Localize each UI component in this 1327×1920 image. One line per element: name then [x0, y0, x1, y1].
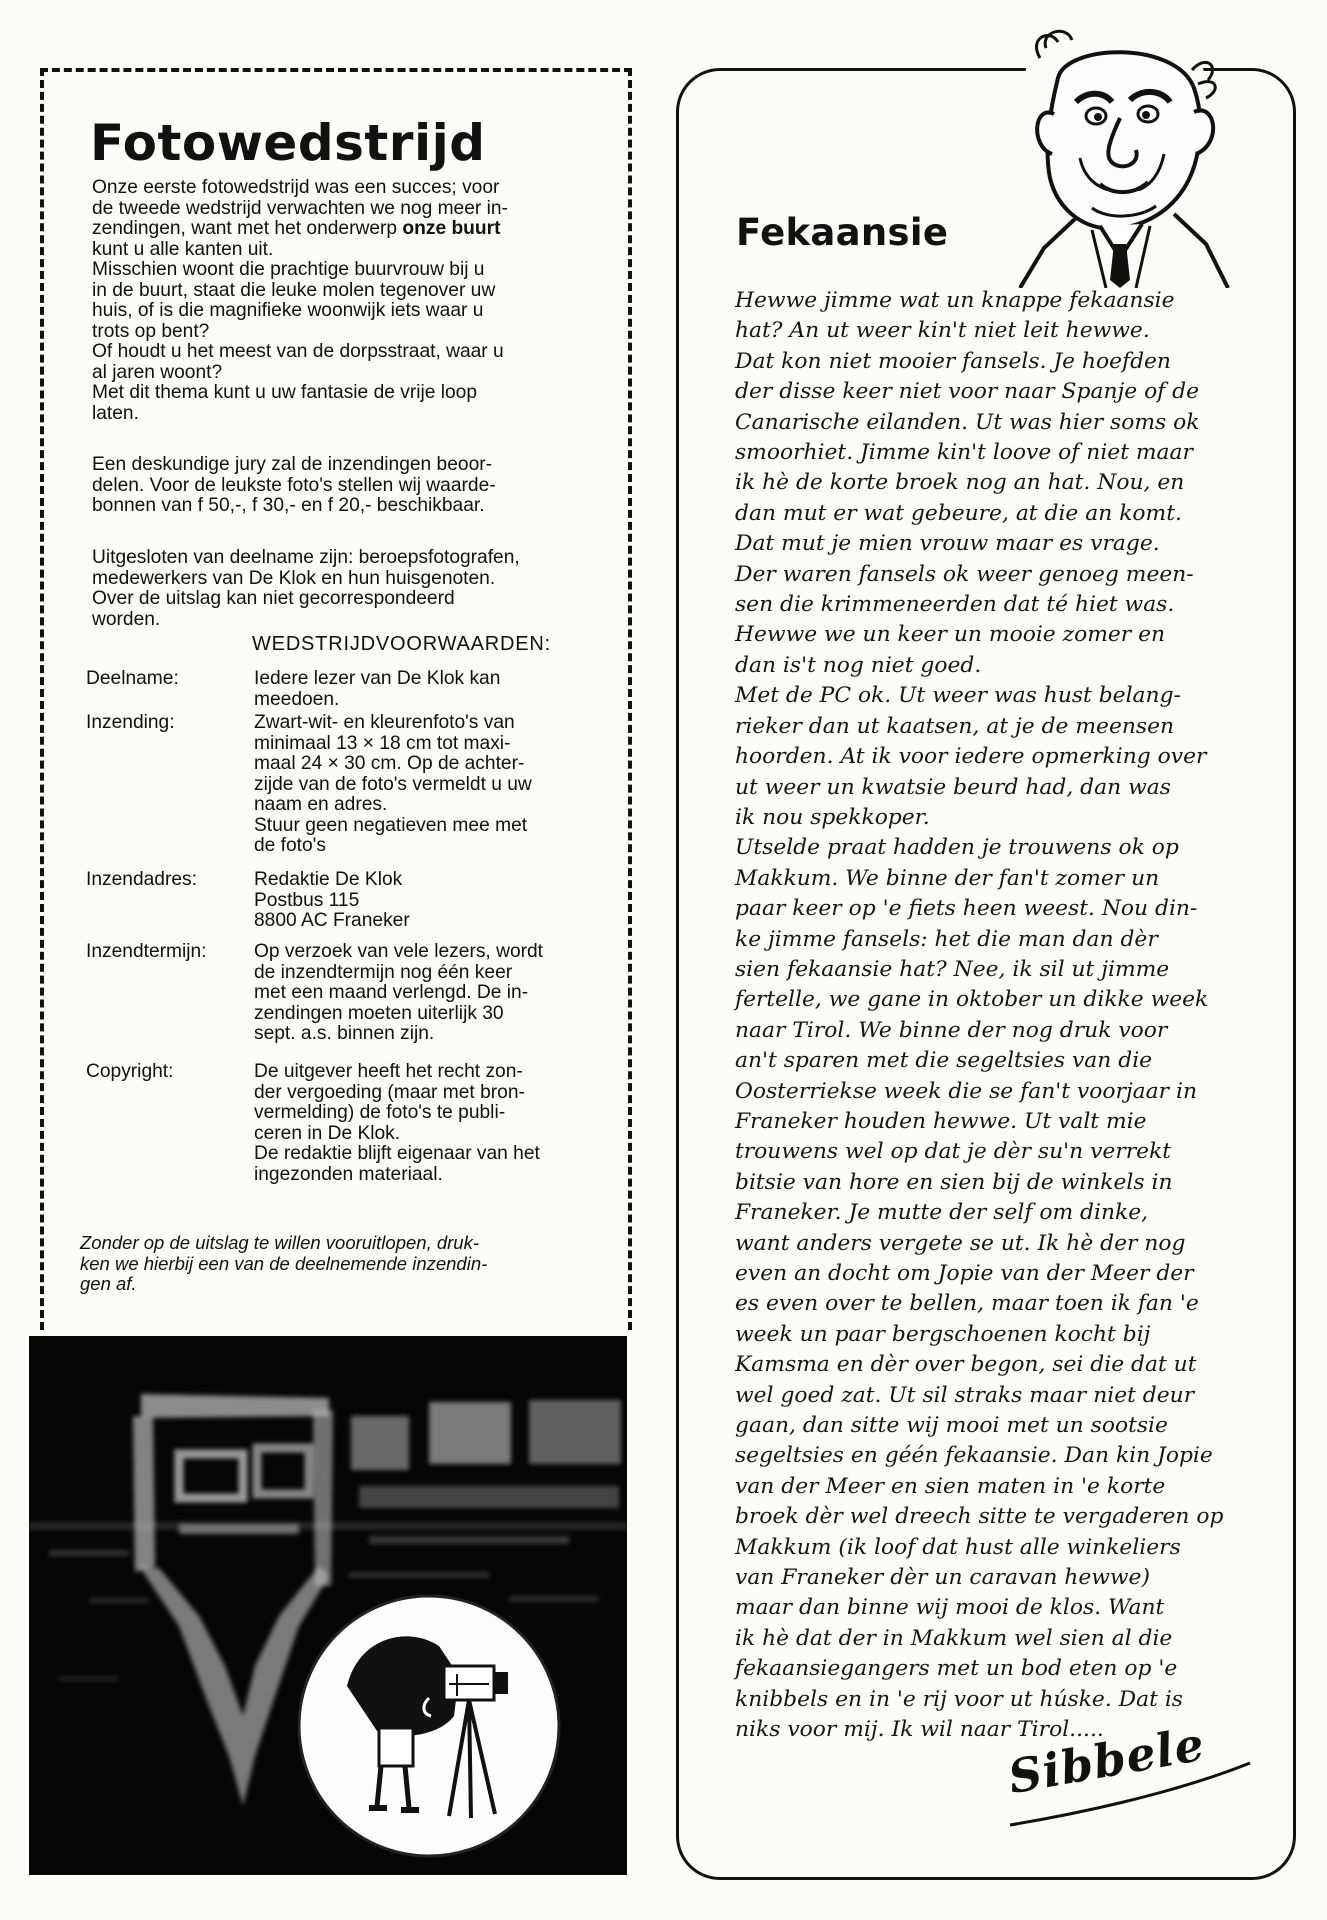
- column-line: Met de PC ok. Ut weer was hust belang-: [735, 683, 1181, 709]
- text-line: al jaren woont?: [92, 361, 223, 383]
- contest-photo: [29, 1336, 627, 1875]
- column-line: bitsie van hore en sien bij de winkels in: [735, 1169, 1173, 1195]
- column-line: ik hè dat der in Makkum wel sien al die: [735, 1625, 1173, 1651]
- column-line: van Franeker dèr un caravan hewwe): [735, 1565, 1150, 1591]
- column-line: es even over te bellen, maar toen ik fan 'e: [735, 1291, 1199, 1317]
- text-line: zendingen, want met het onderwerp onze buurt: [92, 218, 501, 239]
- text-line: Misschien woont die prachtige buurvrouw bij u: [92, 259, 485, 280]
- column-title: Fekaansie: [736, 211, 949, 254]
- condition-value-line: ingezonden materiaal.: [254, 1163, 443, 1185]
- column-line: ik nou spekkoper.: [735, 804, 930, 830]
- column-line: sen die krimmeneerden dat té hiet was.: [735, 592, 1175, 618]
- column-line: Franeker houden hewwe. Ut valt mie: [735, 1108, 1147, 1134]
- condition-value-line: Iedere lezer van De Klok kan: [254, 668, 501, 689]
- column-line: Der waren fansels ok weer genoeg meen-: [735, 561, 1194, 587]
- column-line: van der Meer en sien maten in 'e korte: [735, 1473, 1166, 1499]
- text-line: Over de uitslag kan niet gecorrespondeerd: [92, 588, 455, 609]
- column-line: ik hè de korte broek nog an hat. Nou, en: [735, 470, 1185, 496]
- condition-value-line: ceren in De Klok.: [254, 1122, 401, 1144]
- text-line: Of houdt u het meest van de dorpsstraat, waar u: [92, 341, 504, 362]
- column-line: paar keer op 'e fiets heen weest. Nou din-: [735, 896, 1198, 922]
- column-line: broek dèr wel dreech sitte te vergaderen op: [735, 1504, 1224, 1530]
- condition-value-line: sept. a.s. binnen zijn.: [254, 1023, 435, 1044]
- column-line: Dat kon niet mooier fansels. Je hoefden: [735, 348, 1171, 374]
- condition-value-line: Op verzoek van vele lezers, wordt: [254, 941, 544, 962]
- column-line: Makkum (ik loof dat hust alle winkeliers: [735, 1534, 1181, 1560]
- column-line: fertelle, we gane in oktober un dikke week: [735, 987, 1209, 1013]
- column-line: Dat mut je mien vrouw maar es vrage.: [735, 531, 1160, 557]
- disclaimer-line: Zonder op de uitslag te willen vooruitlopen, druk-: [80, 1232, 480, 1253]
- text-line: kunt u alle kanten uit.: [92, 238, 274, 260]
- text-line: medewerkers van De Klok en hun huisgenoten.: [92, 567, 496, 589]
- disclaimer-line: ken we hierbij een van de deelnemende inzendin-: [80, 1252, 488, 1274]
- column-line: Kamsma en dèr over begon, sei die dat ut: [735, 1352, 1197, 1378]
- column-line: segeltsies en géén fekaansie. Dan kin Jopie: [735, 1443, 1213, 1469]
- column-line: Franeker. Je mutte der self om dinke,: [735, 1200, 1149, 1226]
- column-line: rieker dan ut kaatsen, at je de meensen: [735, 713, 1175, 739]
- condition-value-line: de foto's: [254, 835, 326, 856]
- column-line: Hewwe jimme wat un knappe fekaansie: [735, 288, 1175, 313]
- column-line: Canarische eilanden. Ut was hier soms ok: [735, 409, 1200, 435]
- condition-label: Copyright:: [86, 1061, 174, 1082]
- condition-value-line: Redaktie De Klok: [254, 869, 403, 890]
- condition-value-line: naam en adres.: [254, 794, 388, 815]
- disclaimer-line: gen af.: [80, 1273, 137, 1294]
- column-line: hat? An ut weer kin't niet leit hewwe.: [735, 318, 1150, 344]
- text-line: de tweede wedstrijd verwachten we nog meer in-: [92, 197, 508, 219]
- text-line: laten.: [92, 402, 139, 424]
- text-line: Onze eerste fotowedstrijd was een succes; voor: [92, 177, 500, 198]
- condition-value-line: met een maand verlengd. De in-: [254, 982, 529, 1003]
- column-line: wel goed zat. Ut sil straks maar niet deur: [735, 1382, 1195, 1408]
- condition-value-line: 8800 AC Franeker: [254, 910, 410, 931]
- condition-value-line: Zwart-wit- en kleurenfoto's van: [254, 712, 515, 733]
- column-line: dan mut er wat gebeure, at die an komt.: [735, 500, 1182, 526]
- column-line: hoorden. At ik voor iedere opmerking over: [735, 744, 1207, 770]
- condition-label: Deelname:: [86, 668, 179, 689]
- column-line: Oosterriekse week die se fan't voorjaar in: [735, 1078, 1197, 1104]
- column-body: [735, 286, 1250, 1746]
- column-line: Utselde praat hadden je trouwens ok op: [735, 835, 1179, 861]
- condition-value-line: zendingen moeten uiterlijk 30: [254, 1002, 504, 1024]
- column-line: Hewwe we un keer un mooie zomer en: [735, 622, 1166, 648]
- condition-value-line: Postbus 115: [254, 889, 360, 911]
- photographer-emblem-icon: [299, 1596, 559, 1856]
- contest-title: Fotowedstrijd: [90, 114, 486, 172]
- column-line: niks voor mij. Ik wil naar Tirol.....: [735, 1717, 1104, 1743]
- condition-value-line: Stuur geen negatieven mee met: [254, 814, 528, 836]
- text-line: Met dit thema kunt u uw fantasie de vrije loop: [92, 382, 478, 403]
- column-line: der disse keer niet voor naar Spanje of de: [735, 379, 1200, 405]
- condition-value-line: De uitgever heeft het recht zon-: [254, 1061, 523, 1082]
- column-line: week un paar bergschoenen kocht bij: [735, 1321, 1151, 1347]
- column-line: knibbels en in 'e rij voor ut húske. Dat is: [735, 1686, 1183, 1712]
- column-line: an't sparen met die segeltsies van die: [735, 1048, 1153, 1074]
- column-line: ke jimme fansels: het die man dan dèr: [735, 926, 1158, 952]
- photo-reflection-image: [29, 1336, 627, 1875]
- column-line: gaan, dan sitte wij mooi met un sootsie: [735, 1413, 1168, 1439]
- condition-label: Inzendadres:: [86, 869, 197, 890]
- column-line: maar dan binne wij mooi de klos. Want: [735, 1595, 1165, 1621]
- condition-label: Inzending:: [86, 712, 175, 733]
- signature: Sibbele: [1004, 1716, 1209, 1805]
- condition-value-line: vermelding) de foto's te publi-: [254, 1102, 506, 1123]
- condition-value-line: De redaktie blijft eigenaar van het: [254, 1143, 540, 1164]
- text-line: worden.: [92, 608, 161, 630]
- text-line: trots op bent?: [92, 320, 210, 342]
- condition-value-line: zijde van de foto's vermeldt u uw: [254, 773, 532, 795]
- text-line: huis, of is die magnifieke woonwijk iets waar u: [92, 300, 484, 321]
- column-line: naar Tirol. We binne der nog druk voor: [735, 1017, 1168, 1043]
- conditions-heading: WEDSTRIJDVOORWAARDEN:: [252, 633, 552, 655]
- condition-value-line: minimaal 13 × 18 cm tot maxi-: [254, 732, 511, 754]
- condition-value-line: de inzendtermijn nog één keer: [254, 961, 513, 983]
- condition-label: Inzendtermijn:: [86, 941, 207, 962]
- text-line: Uitgesloten van deelname zijn: beroepsfotografen,: [92, 547, 520, 568]
- column-line: trouwens wel op dat je dèr su'n verrekt: [735, 1139, 1172, 1165]
- condition-value-line: meedoen.: [254, 688, 340, 710]
- column-line: Makkum. We binne der fan't zomer un: [735, 865, 1160, 891]
- column-line: smoorhiet. Jimme kin't loove of niet maar: [735, 440, 1193, 466]
- column-line: dan is't nog niet goed.: [735, 652, 982, 678]
- bold-topic: onze buurt: [402, 218, 501, 239]
- text-line: delen. Voor de leukste foto's stellen wij waarde-: [92, 474, 496, 496]
- column-line: sien fekaansie hat? Nee, ik sil ut jimme: [735, 956, 1170, 982]
- condition-value-line: der vergoeding (maar met bron-: [254, 1081, 525, 1103]
- condition-value-line: maal 24 × 30 cm. Op de achter-: [254, 753, 525, 774]
- column-line: fekaansiegangers met un bod eten op 'e: [735, 1656, 1178, 1682]
- column-line: ut weer un kwatsie beurd had, dan was: [735, 774, 1171, 800]
- column-line: want anders vergete se ut. Ik hè der nog: [735, 1230, 1186, 1256]
- column-line: even an docht om Jopie van der Meer der: [735, 1261, 1194, 1286]
- text-line: Een deskundige jury zal de inzendingen beoor-: [92, 454, 493, 475]
- text-line: bonnen van f 50,-, f 30,- en f 20,- beschikbaar.: [92, 495, 485, 516]
- caricature-portrait-icon: [980, 18, 1260, 288]
- text-line: in de buurt, staat die leuke molen tegenover uw: [92, 279, 496, 301]
